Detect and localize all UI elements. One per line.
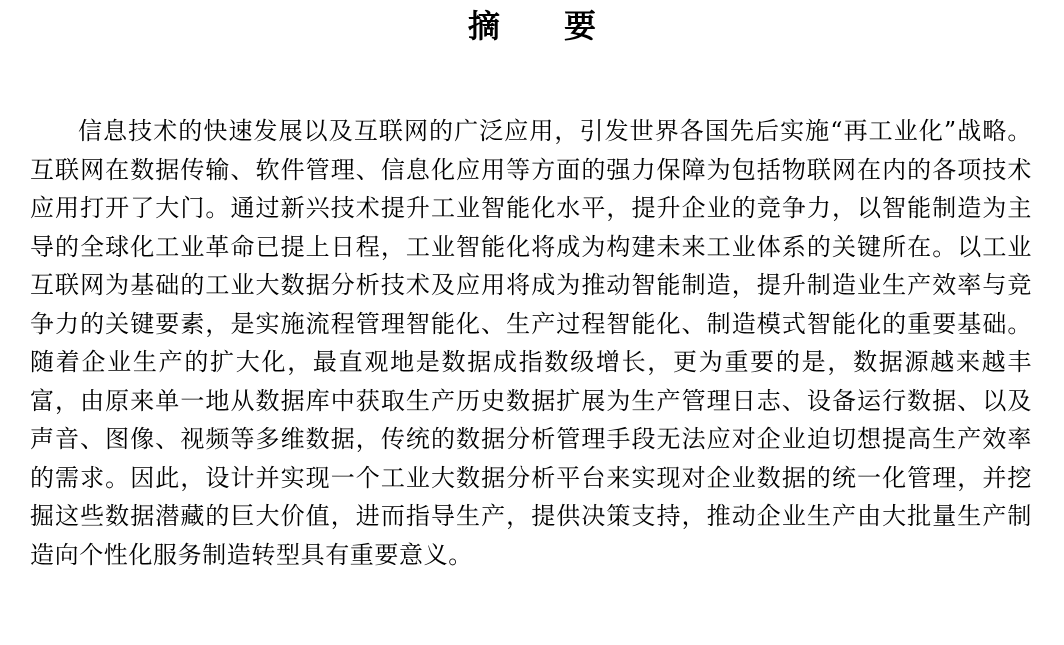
abstract-heading (0, 6, 1064, 46)
heading-char-1: 摘 (467, 7, 500, 45)
heading-char-2: 要 (564, 7, 597, 45)
abstract-paragraph: 信息技术的快速发展以及互联网的广泛应用，引发世界各国先后实施“再工业化”战略。互联网在数据传输、软件管理、信息化应用等方面的强力保障为包括物联网在内的各项技术应用打开了大门。通过新兴技术提升工业智能化水平，提升企业的竞争力，以智能制造为主导的全球化工业革命已提上日程，工业智能化将成为构建未来工业体系的关键所在。以工业互联网为基础的工业大数据分析技术及应用将成为推动智能制造，提升制造业生产效率与竞争力的关键要素，是实施流程管理智能化、生产过程智能化、制造模式智能化的重要基础。随着企业生产的扩大化，最直观地是数据成指数级增长，更为重要的是，数据源越来越丰富，由原来单一地从数据库中获取生产历史数据扩展为生产管理日志、设备运行数据、以及声音、图像、视频等多维数据，传统的数据分析管理手段无法应对企业迫切想提高生产效率的需求。因此，设计并实现一个工业大数据分析平台来实现对企业数据的统一化管理，并挖掘这些数据潜藏的巨大价值，进而指导生产，提供决策支持，推动企业生产由大批量生产制造向个性化服务制造转型具有重要意义。 (30, 117, 1032, 569)
